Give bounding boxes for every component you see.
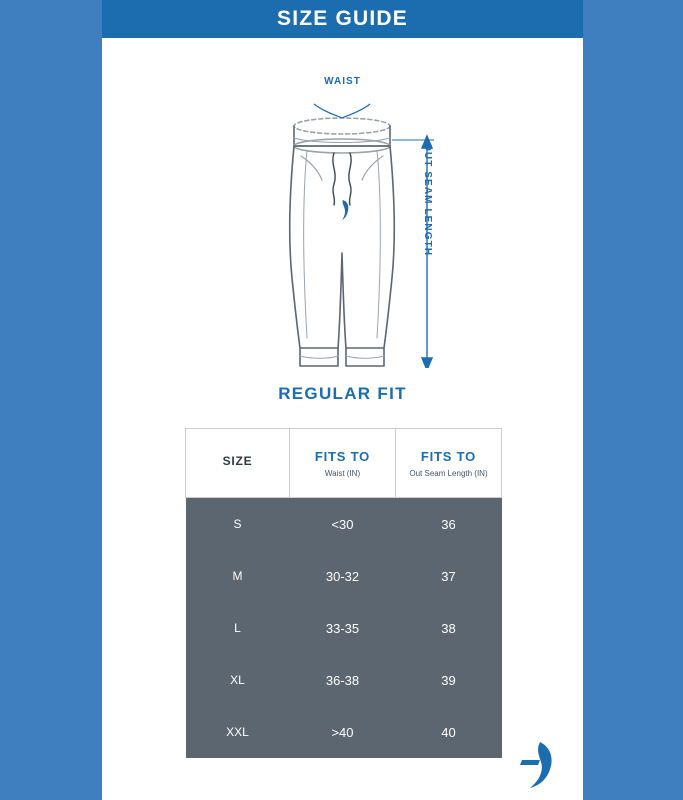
- cell-waist: <30: [290, 498, 396, 551]
- table-row: [186, 498, 502, 551]
- waist-label: WAIST: [324, 76, 361, 87]
- cell-outseam: 37: [396, 550, 502, 602]
- header-bar: [102, 0, 583, 38]
- table-header-row: [186, 429, 502, 498]
- cell-waist: >40: [290, 706, 396, 758]
- cell-outseam: 39: [396, 654, 502, 706]
- brand-mark-icon: [342, 200, 348, 220]
- cell-waist: 36-38: [290, 654, 396, 706]
- table-row: [186, 602, 502, 654]
- cell-size: S: [186, 498, 290, 551]
- column-header-waist: FITS TO Waist (IN): [290, 429, 396, 498]
- table-row: [186, 550, 502, 602]
- page-title: SIZE GUIDE: [276, 7, 409, 30]
- jogger-pants-drawing: [102, 38, 583, 368]
- size-table-wrapper: [185, 428, 501, 758]
- table-row: [186, 706, 502, 758]
- column-header-outseam: FITS TO Out Seam Length (IN): [396, 429, 502, 498]
- outseam-length-label: OUT SEAM LENGTH: [422, 143, 433, 257]
- cell-waist: 30-32: [290, 550, 396, 602]
- cell-waist: 33-35: [290, 602, 396, 654]
- cell-outseam: 40: [396, 706, 502, 758]
- cell-size: M: [186, 550, 290, 602]
- table-row: [186, 654, 502, 706]
- brand-logo-icon: [510, 738, 560, 790]
- garment-illustration: [102, 38, 583, 368]
- cell-size: XL: [186, 654, 290, 706]
- content-sheet: [102, 38, 583, 800]
- cell-outseam: 36: [396, 498, 502, 551]
- fit-type-title: REGULAR FIT: [278, 384, 407, 403]
- column-header-size: SIZE: [186, 429, 290, 498]
- cell-size: XXL: [186, 706, 290, 758]
- cell-size: L: [186, 602, 290, 654]
- cell-outseam: 38: [396, 602, 502, 654]
- size-table: [185, 428, 502, 758]
